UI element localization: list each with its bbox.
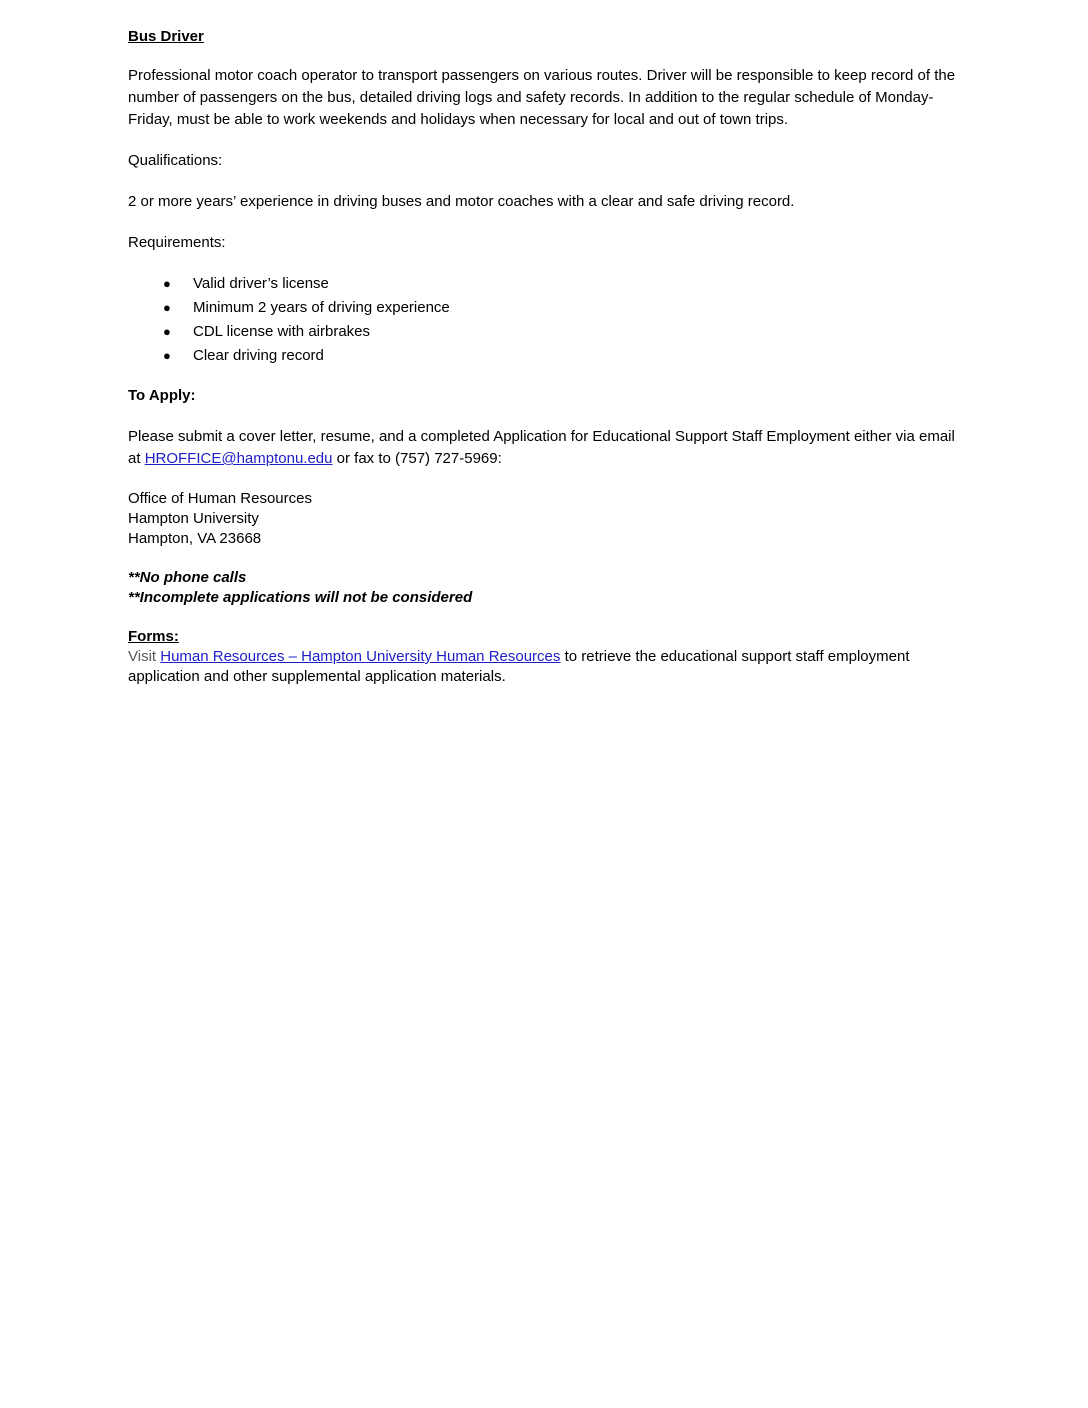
hr-resources-link[interactable]: Human Resources – Hampton University Human Resources — [160, 648, 561, 665]
forms-heading-row — [128, 627, 960, 647]
address-line: Office of Human Resources — [128, 490, 312, 507]
apply-text-after-email: or fax to (757) 727-5969: — [332, 450, 502, 467]
apply-text-before-email: Please submit a cover letter, resume, and a completed Application for Educational Support Staff Employment either via email at — [128, 428, 955, 467]
list-item — [128, 321, 960, 343]
address-block — [128, 489, 960, 549]
qualifications-heading: Qualifications: — [128, 152, 223, 169]
forms-text-after-link: to retrieve the educational support staff employment application and other supplemental application materials. — [128, 648, 910, 685]
list-item — [128, 345, 960, 367]
requirements-list — [128, 273, 960, 367]
address-line: Hampton University — [128, 510, 259, 527]
bullet-icon: ● — [163, 324, 171, 339]
forms-heading: Forms: — [128, 628, 179, 645]
bullet-icon: ● — [163, 276, 171, 291]
notes-block — [128, 568, 960, 608]
list-item-text: Valid driver’s license — [193, 275, 329, 292]
note-line: **Incomplete applications will not be considered — [128, 589, 473, 606]
list-item — [128, 273, 960, 295]
list-item-text: CDL license with airbrakes — [193, 323, 371, 340]
forms-section — [128, 627, 960, 687]
qualifications-text: 2 or more years’ experience in driving buses and motor coaches with a clear and safe driving record. — [128, 193, 795, 210]
list-item-text: Minimum 2 years of driving experience — [193, 299, 450, 316]
forms-text-before-link: Visit — [128, 648, 161, 665]
email-link[interactable]: HROFFICE@hamptonu.edu — [144, 450, 333, 467]
address-line: Hampton, VA 23668 — [128, 530, 262, 547]
requirements-heading: Requirements: — [128, 234, 226, 251]
note-line: **No phone calls — [128, 569, 247, 586]
list-item-text: Clear driving record — [193, 347, 324, 364]
apply-instructions — [128, 426, 960, 470]
document-page — [0, 0, 1088, 687]
bullet-icon: ● — [163, 348, 171, 363]
forms-text — [128, 647, 960, 687]
bullet-icon: ● — [163, 300, 171, 315]
to-apply-heading: To Apply: — [128, 387, 196, 404]
job-description: Professional motor coach operator to transport passengers on various routes. Driver will be responsible to keep record of the number of passengers on the bus, detailed driving logs and safety records. In addition to the regular schedule of Monday-Friday, must be able to work weekends and holidays when necessary for local and out of town trips. — [128, 67, 956, 128]
job-title: Bus Driver — [128, 28, 204, 45]
list-item — [128, 297, 960, 319]
